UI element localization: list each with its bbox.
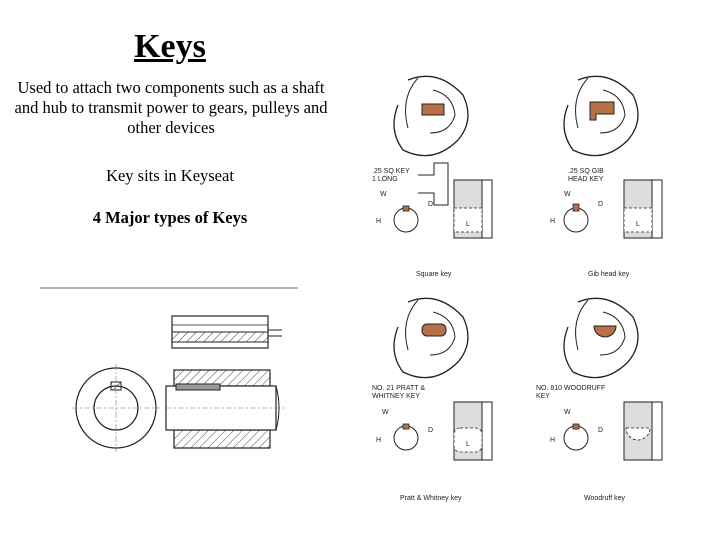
dim-h-label: H [376,218,382,225]
gib-head-key-figure [528,60,698,280]
woodruff-dim-w-label: W [564,409,571,416]
pratt-dim-d-label: D [428,427,434,434]
pratt-key-caption: Pratt & Whitney key [400,495,462,502]
woodruff-key-spec-2: KEY [536,393,551,400]
gib-key-spec-1: .25 SQ GIB [568,168,604,175]
gib-dim-l-label: L [636,221,640,228]
gib-key-spec-2: HEAD KEY [568,176,604,183]
woodruff-key-spec-1: NO. 810 WOODRUFF [536,385,606,392]
square-key-figure [358,60,528,280]
shaft-keyseat-drawing [36,280,346,460]
woodruff-key-caption: Woodruff key [584,495,625,502]
woodruff-dim-h-label: H [550,437,556,444]
gib-dim-d-label: D [598,201,604,208]
gib-dim-h-label: H [550,218,556,225]
dim-d-label: D [428,201,434,208]
slide-title: Keys [134,28,206,65]
gib-dim-w-label: W [564,191,571,198]
slide-description: Used to attach two components such as a shaft and hub to transmit power to gears, pulleys and other devices [14,78,328,137]
square-key-spec-1: .25 SQ KEY [372,168,410,175]
square-key-caption: Square key [416,271,452,278]
woodruff-dim-d-label: D [598,427,604,434]
dim-l-label: L [466,221,470,228]
pratt-dim-l-label: L [466,441,470,448]
pratt-dim-w-label: W [382,409,389,416]
key-types-heading: 4 Major types of Keys [92,208,248,227]
dim-w-label: W [380,191,387,198]
gib-key-caption: Gib head key [588,271,630,278]
pratt-dim-h-label: H [376,437,382,444]
keyseat-text: Key sits in Keyseat [106,166,234,185]
pratt-key-spec-1: NO. 21 PRATT & [372,385,426,392]
woodruff-key-figure [528,282,698,506]
square-key-spec-2: 1 LONG [372,176,398,183]
pratt-whitney-key-figure [358,282,528,506]
pratt-key-spec-2: WHITNEY KEY [372,393,421,400]
